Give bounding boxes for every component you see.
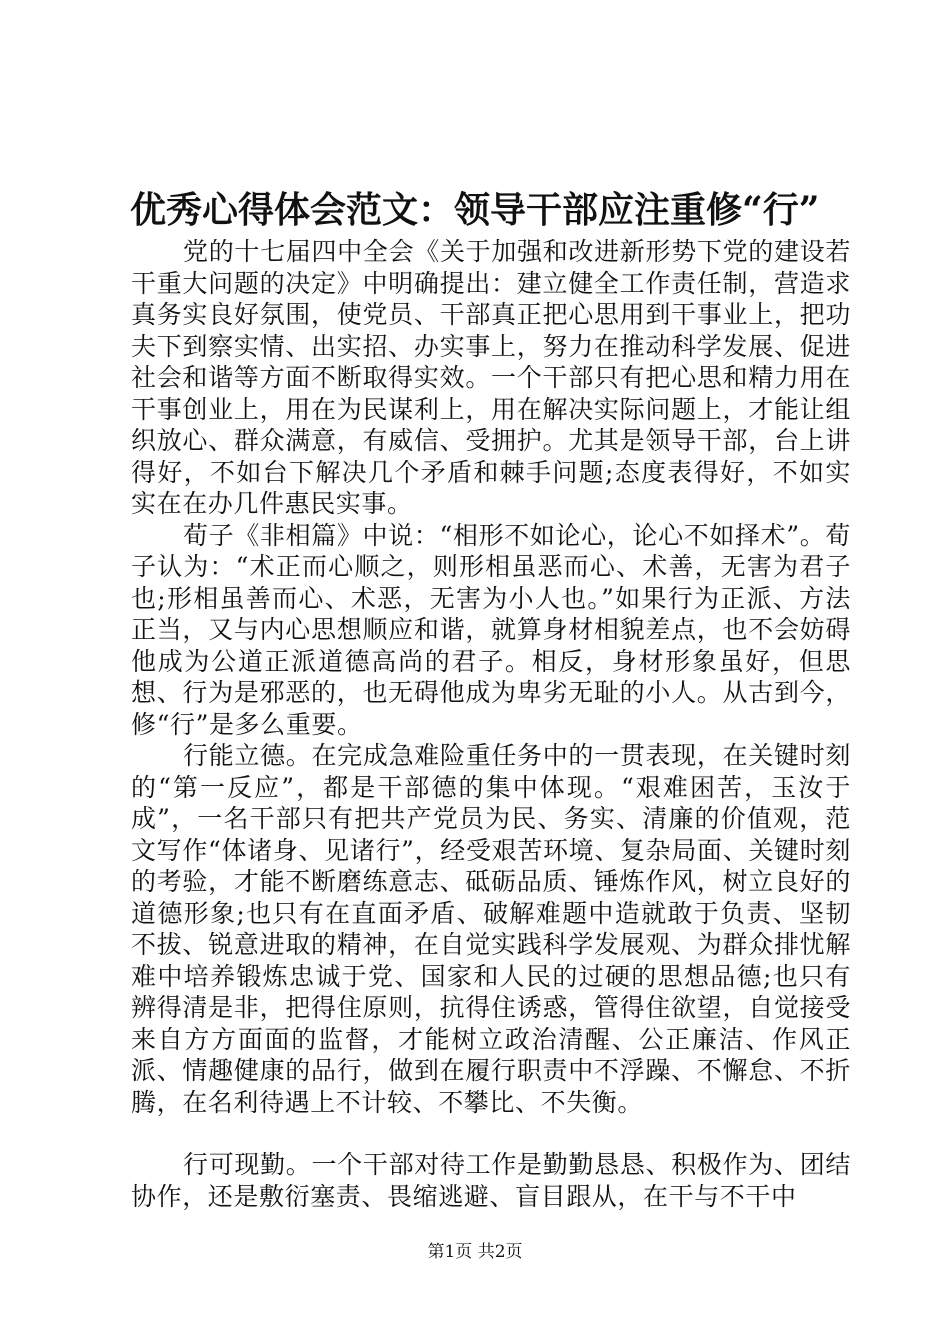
document-body xyxy=(131,236,851,1212)
document-title: 优秀心得体会范文：领导干部应注重修“行” xyxy=(130,189,820,231)
paragraph-4: 行可现勤。一个干部对待工作是勤勤恳恳、积极作为、团结协作，还是敷衍塞责、畏缩逃避、盲目跟从，在干与不干中 xyxy=(131,1150,851,1211)
paragraph-3: 行能立德。在完成急难险重任务中的一贯表现，在关键时刻的“第一反应”，都是干部德的集中体现。“艰难困苦，玉汝于成”，一名干部只有把共产党员为民、务实、清廉的价值观，范文写作“体诸身、见诸行”，经受艰苦环境、复杂局面、关键时刻的考验，才能不断磨练意志、砥砺品质、锤炼作风，树立良好的道德形象;也只有在直面矛盾、破解难题中造就敢于负责、坚韧不拔、锐意进取的精神，在自觉实践科学发展观、为群众排忧解难中培养锻炼忠诚于党、国家和人民的过硬的思想品德;也只有辨得清是非，把得住原则，抗得住诱惑，管得住欲望，自觉接受来自方方面面的监督，才能树立政治清醒、公正廉洁、作风正派、情趣健康的品行，做到在履行职责中不浮躁、不懈怠、不折腾，在名利待遇上不计较、不攀比、不失衡。 xyxy=(131,741,851,1117)
paragraph-1: 党的十七届四中全会《关于加强和改进新形势下党的建设若干重大问题的决定》中明确提出：建立健全工作责任制，营造求真务实良好氛围，使党员、干部真正把心思用到干事业上，把功夫下到察实情、出实招、办实事上，努力在推动科学发展、促进社会和谐等方面不断取得实效。一个干部只有把心思和精力用在干事创业上，用在为民谋利上，用在解决实际问题上，才能让组织放心、群众满意，有威信、受拥护。尤其是领导干部，台上讲得好，不如台下解决几个矛盾和棘手问题;态度表得好，不如实实在在办几件惠民实事。 xyxy=(131,237,851,518)
page-number-footer: 第1页 共2页 xyxy=(427,1242,523,1262)
paragraph-2: 荀子《非相篇》中说：“相形不如论心，论心不如择术”。荀子认为：“术正而心顺之，则形相虽恶而心、术善，无害为君子也;形相虽善而心、术恶，无害为小人也。”如果行为正派、方法正当，又与内心思想顺应和谐，就算身材相貌差点，也不会妨碍他成为公道正派道德高尚的君子。相反，身材形象虽好，但思想、行为是邪恶的，也无碍他成为卑劣无耻的小人。从古到今，修“行”是多么重要。 xyxy=(131,520,851,739)
